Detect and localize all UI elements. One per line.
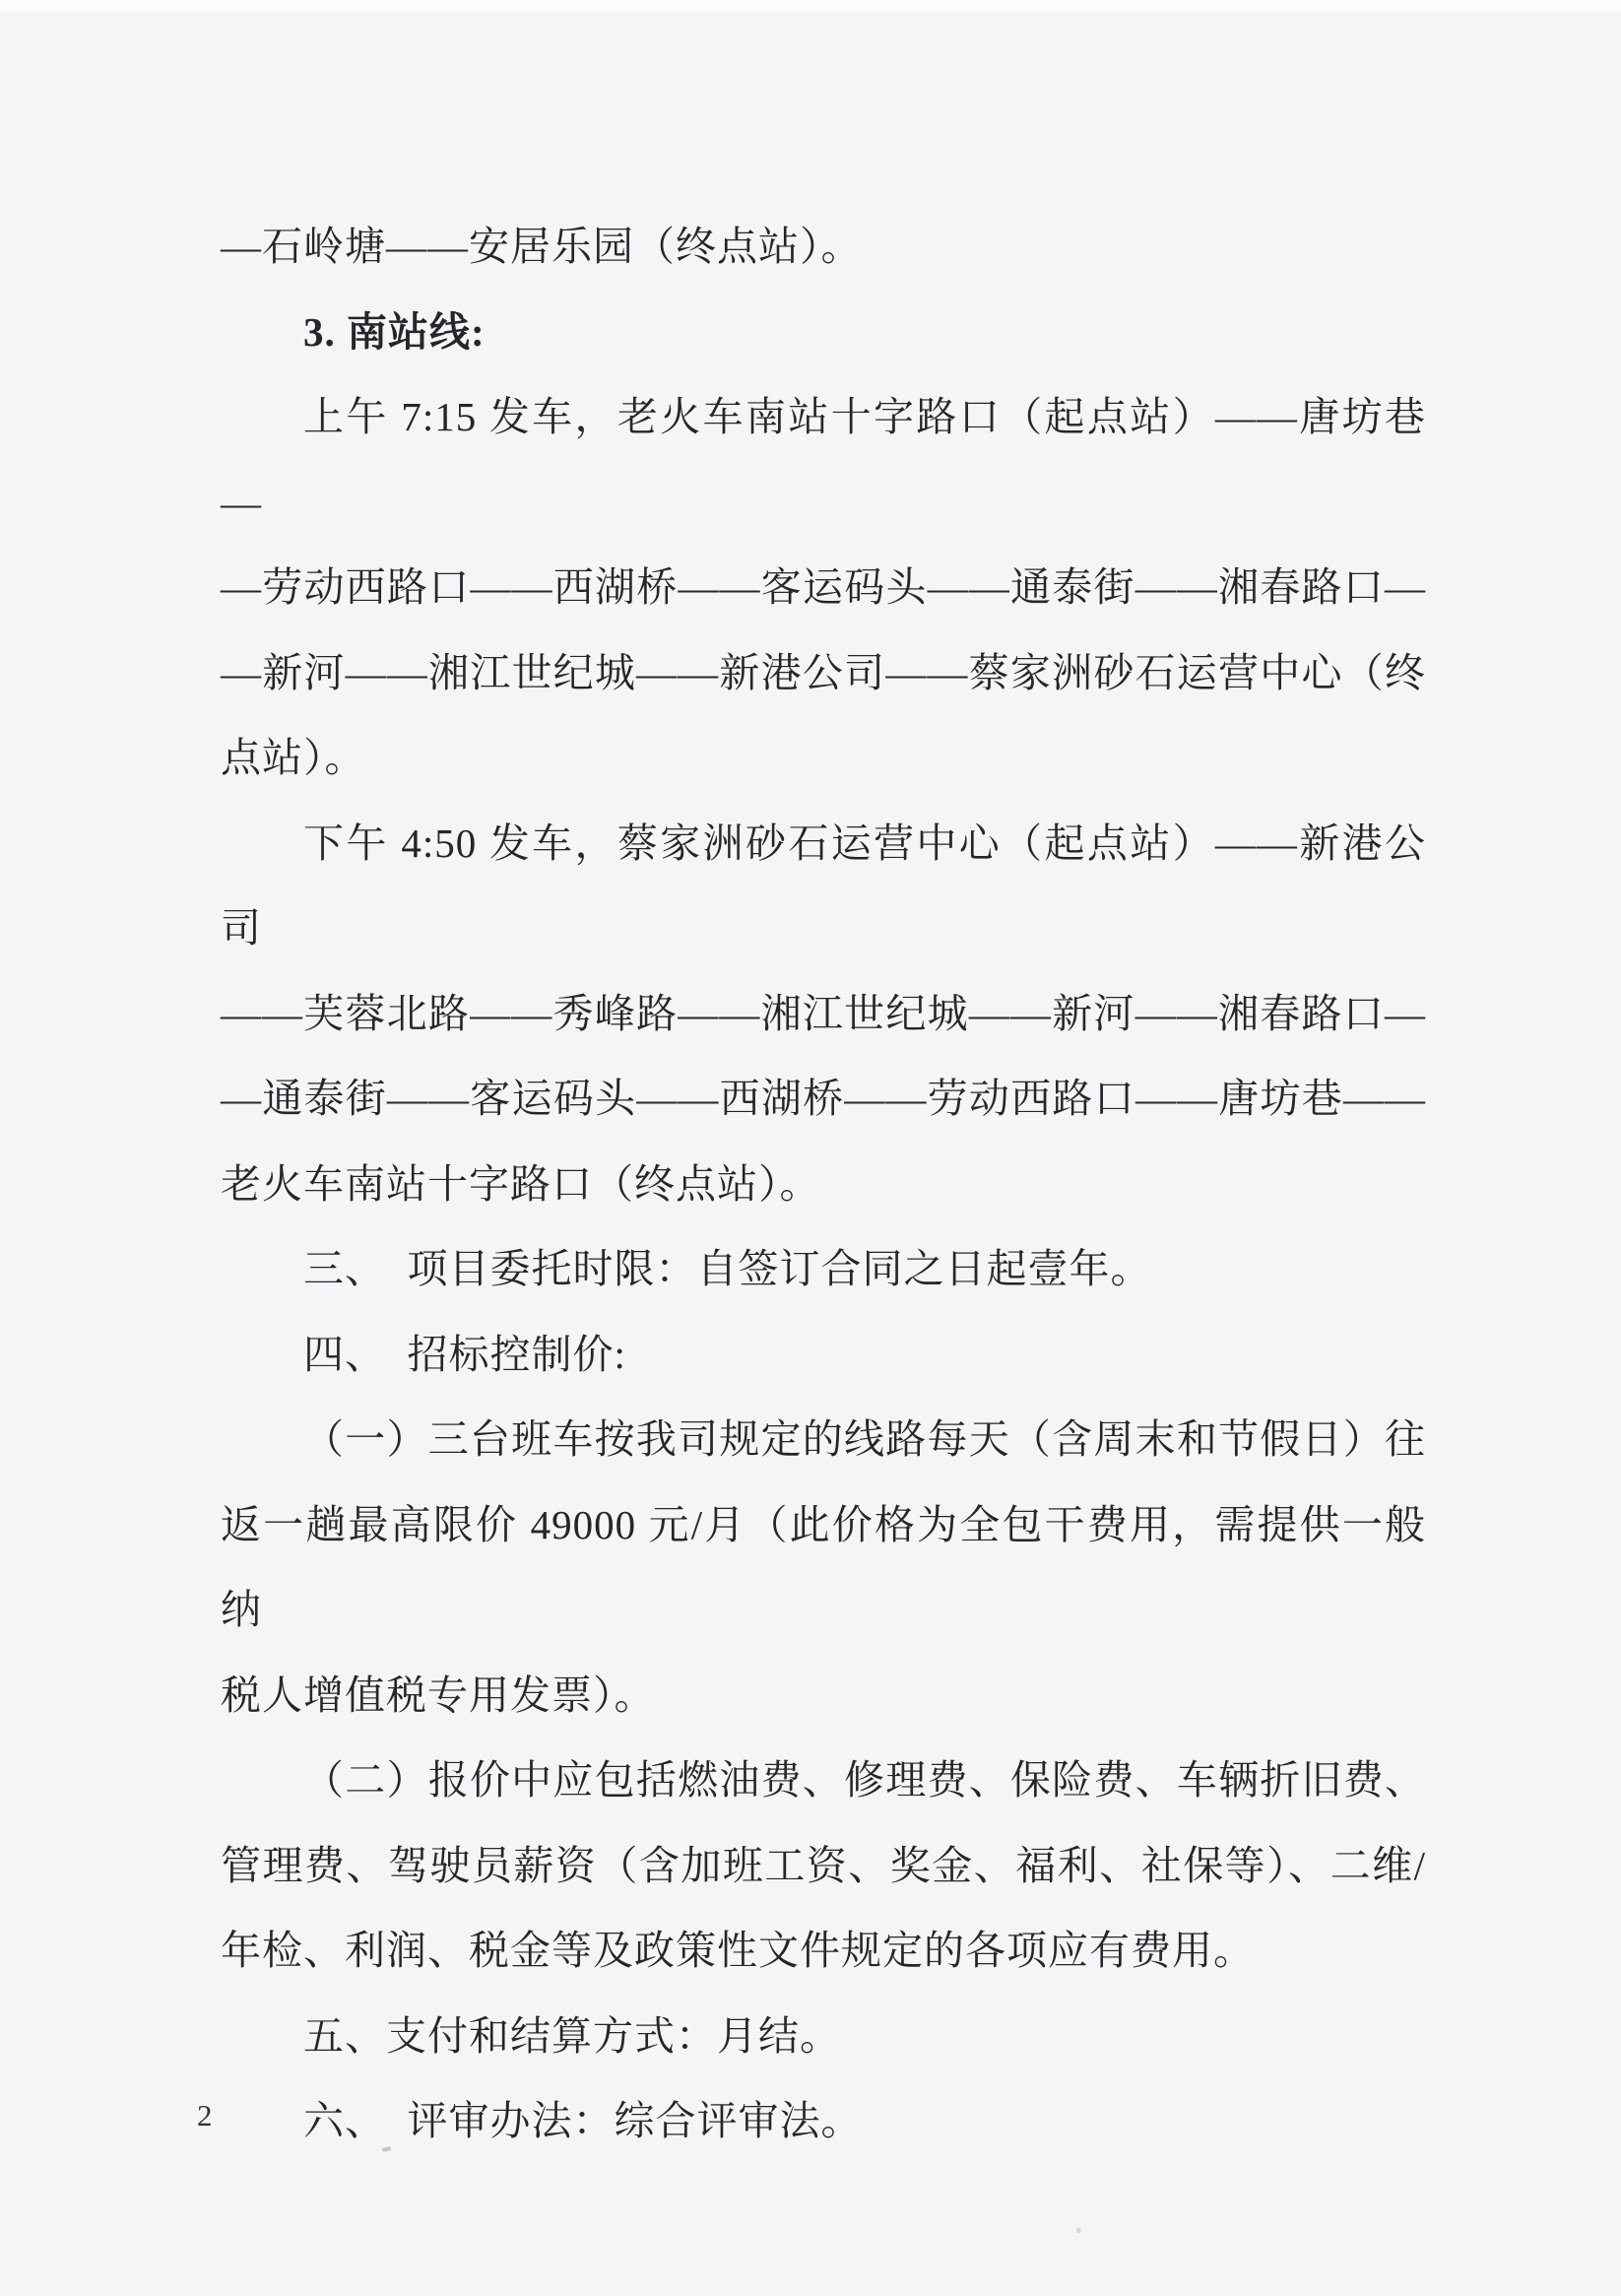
scan-artifact	[1076, 2228, 1081, 2233]
route-line-end: 点站）。	[221, 735, 366, 780]
clause-price-cap-end: 税人增值税专用发票）。	[221, 1672, 656, 1718]
clause-quote-contents-line: （二）报价中应包括燃油费、修理费、保险费、车辆折旧费、	[303, 1757, 1426, 1803]
clause-quote-contents-end: 年检、利润、税金等及政策性文件规定的各项应有费用。	[221, 1928, 1255, 1973]
document-body	[221, 204, 1426, 2164]
item-payment-method: 五、支付和结算方式：月结。	[303, 2012, 841, 2059]
route-line: —新河——湘江世纪城——新港公司——蔡家洲砂石运营中心（终	[221, 649, 1426, 695]
route-line: —劳动西路口——西湖桥——客运码头——通泰街——湘春路口—	[221, 564, 1426, 610]
clause-price-cap-line: （一）三台班车按我司规定的线路每天（含周末和节假日）往	[303, 1416, 1426, 1462]
item-bid-control-price: 四、 招标控制价:	[303, 1331, 626, 1377]
item-evaluation-method: 六、 评审办法：综合评审法。	[303, 2098, 863, 2143]
item-project-duration: 三、 项目委托时限：自签订合同之日起壹年。	[303, 1246, 1152, 1291]
route-line-afternoon-start: 下午 4:50 发车，蔡家洲砂石运营中心（起点站）——新港公司	[221, 820, 1426, 951]
clause-quote-contents-line: 管理费、驾驶员薪资（含加班工资、奖金、福利、社保等）、二维/	[221, 1842, 1426, 1888]
route-line-end: 老火车南站十字路口（终点站）。	[221, 1160, 821, 1207]
page-number: 2	[197, 2098, 213, 2132]
route-line: —通泰街——客运码头——西湖桥——劳动西路口——唐坊巷——	[221, 1076, 1426, 1121]
route-continuation-line: —石岭塘——安居乐园（终点站）。	[221, 224, 863, 269]
route-line-morning-start: 上午 7:15 发车，老火车南站十字路口（起点站）——唐坊巷—	[221, 394, 1426, 525]
route-line: ——芙蓉北路——秀峰路——湘江世纪城——新河——湘春路口—	[221, 990, 1426, 1036]
scan-edge	[0, 0, 1621, 12]
clause-price-cap-line: 返一趟最高限价 49000 元/月（此价格为全包干费用，需提供一般纳	[221, 1501, 1426, 1632]
heading-south-station-line: 3. 南站线:	[303, 308, 486, 355]
